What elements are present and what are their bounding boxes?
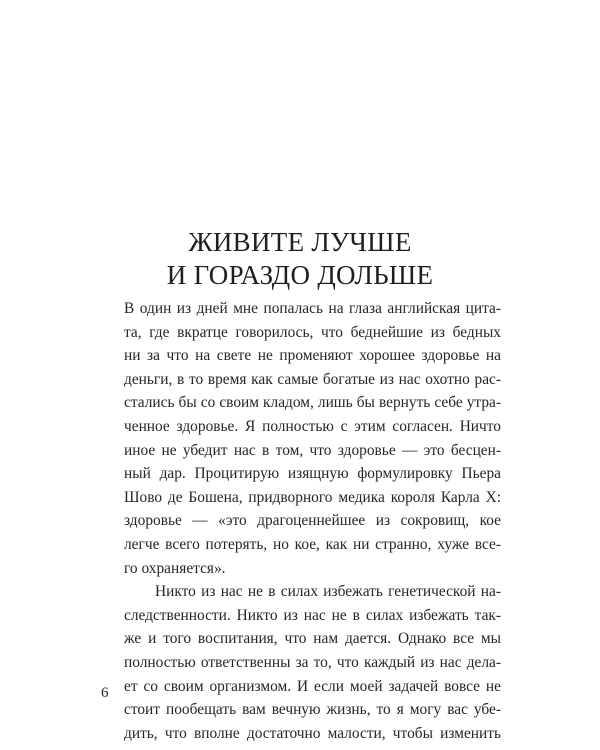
- text-line: Шово де Бошена, придворного медика короля Карла Х:: [124, 488, 501, 506]
- text-line: та, где вкратце говорилось, что беднейшие из бедных: [124, 323, 501, 341]
- text-line: легче всего потерять, но кое, как ни странно, хуже все-: [124, 535, 501, 553]
- body-text: [124, 297, 501, 745]
- text-line: деньги, в то время как самые богатые из нас охотно рас-: [124, 370, 501, 388]
- text-line: стоит пообещать вам вечную жизнь, то я могу вас убе-: [124, 701, 501, 719]
- text-line: полностью ответственны за то, что каждый из нас дела-: [124, 653, 501, 671]
- chapter-title: [100, 226, 500, 292]
- chapter-title-line-2: И ГОРАЗДО ДОЛЬШЕ: [166, 260, 434, 290]
- text-line: В один из дней мне попалась на глаза английская цита-: [124, 300, 501, 317]
- text-line: ни за что на свете не променяют хорошее здоровье на: [124, 347, 501, 365]
- paragraph-end-line: го охраняется».: [124, 559, 226, 577]
- text-line: здоровье — «это драгоценнейшее из сокровищ, кое: [124, 512, 501, 530]
- text-line: дить, что вполне достаточно малости, чтобы изменить: [124, 724, 501, 742]
- text-line: ный дар. Процитирую изящную формулировку Пьера: [124, 465, 501, 483]
- page-number: 6: [101, 685, 109, 701]
- text-line: же и того воспитания, что нам дается. Однако все мы: [124, 630, 501, 648]
- text-line: следственности. Никто из нас не в силах избежать так-: [124, 606, 501, 624]
- text-line: ченное здоровье. Я полностью с этим согласен. Ничто: [124, 417, 501, 435]
- text-line: стались бы со своим кладом, лишь бы вернуть себе утра-: [124, 394, 501, 412]
- text-line: ет со своим организмом. И если моей задачей вовсе не: [124, 677, 501, 695]
- text-line: иное не убедит нас в том, что здоровье — это бесцен-: [124, 441, 501, 459]
- chapter-title-line-1: ЖИВИТЕ ЛУЧШЕ: [188, 227, 412, 257]
- paragraph-start-line: Никто из нас не в силах избежать генетической на-: [155, 583, 501, 601]
